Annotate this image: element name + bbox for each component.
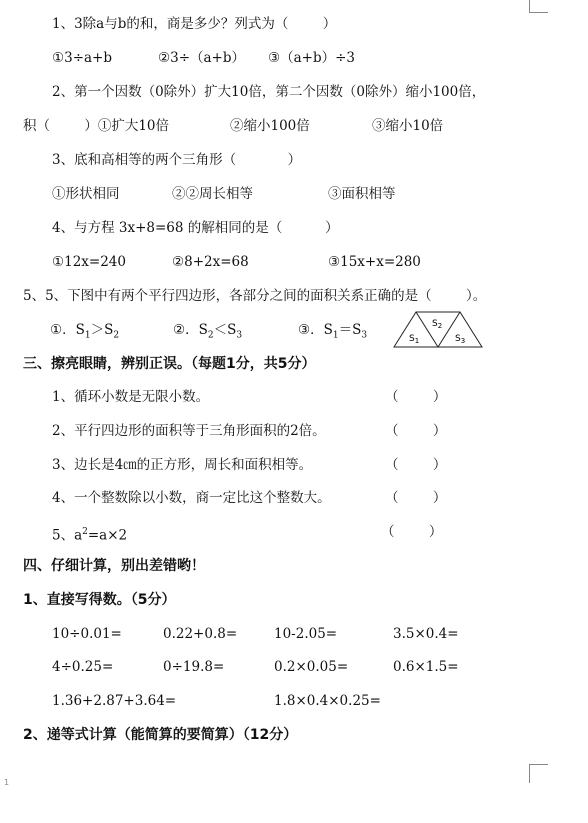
question-2: 2、第一个因数（0除外）扩大10倍，第二个因数（0除外）缩小100倍， [52,84,486,100]
tf-blank-1: （ ） [385,389,447,405]
calc-2-2: 0÷19.8= [163,659,225,675]
q5-option-1: ①．$S_1>S_2$ [50,322,120,341]
q4-option-1: ①12x=240 [52,254,126,270]
tf-item-3: 3、边长是4㎝的正方形，周长和面积相等。 [52,457,313,473]
calc-2-1: 4÷0.25= [52,659,114,675]
subsection-2-heading: 2、递等式计算（能简算的要简算）（12分） [23,727,298,743]
section-3-heading: 三、擦亮眼睛，辨别正误。（每题1分，共5分） [23,356,316,372]
tf-blank-4: （ ） [385,490,447,506]
q3-option-1: ①形状相同 [52,186,120,202]
corner-mark-bottom-right [529,764,548,783]
calc-3-1: 1.36+2.87+3.64= [52,693,177,709]
q5-option-2: ②．$S_2<S_3$ [173,322,243,341]
tf-item-2: 2、平行四边形的面积等于三角形面积的2倍。 [52,423,326,439]
tf-blank-3: （ ） [385,457,447,473]
question-4: 4、与方程 3x+8=68 的解相同的是（ ） [52,220,339,236]
figure-label-s1: $S_1$ [409,334,420,345]
calc-2-3: 0.2×0.05= [274,659,349,675]
corner-mark-top-right [529,0,548,13]
q4-option-2: ②8+2x=68 [172,254,249,270]
tf-blank-2: （ ） [385,423,447,439]
section-4-heading: 四、仔细计算，别出差错哟！ [23,558,205,574]
tf-item-4: 4、一个整数除以小数，商一定比这个整数大。 [52,490,331,506]
q2-continuation: 积（ ）①扩大10倍 [23,118,170,134]
q1-option-1: ①3÷a+b [52,50,113,66]
q1-option-2: ②3÷（a+b） [158,50,246,66]
q2-option-2: ②缩小100倍 [230,118,310,134]
q5-option-3: ③．$S_1=S_3$ [298,322,368,341]
calc-3-2: 1.8×0.4×0.25= [274,693,381,709]
q3-option-3: ③面积相等 [328,186,396,202]
page-number: 1 [4,778,10,787]
question-3: 3、底和高相等的两个三角形（ ） [52,152,302,168]
question-5: 5、5、下图中有两个平行四边形，各部分之间的面积关系正确的是（ ）。 [23,288,487,304]
q3-option-2: ②②周长相等 [172,186,253,202]
subsection-1-heading: 1、直接写得数。（5分） [23,592,176,608]
parallelogram-figure [392,310,484,350]
tf-item-1: 1、循环小数是无限小数。 [52,389,210,405]
tf-blank-5: （ ） [381,524,443,540]
figure-label-s3: $S_3$ [455,334,466,345]
calc-1-4: 3.5×0.4= [393,626,459,642]
question-1: 1、3除a与b的和，商是多少？列式为（ ） [52,16,337,32]
calc-1-3: 10-2.05= [274,626,338,642]
calc-2-4: 0.6×1.5= [393,659,459,675]
q4-option-3: ③15x+x=280 [328,254,421,270]
q1-option-3: ③（a+b）÷3 [268,50,356,66]
figure-label-s2: $S_2$ [432,319,443,330]
q2-option-3: ③缩小10倍 [372,118,444,134]
calc-1-2: 0.22+0.8= [163,626,238,642]
tf-item-5: 5、$a^2=a\times 2$ [52,527,128,544]
calc-1-1: 10÷0.01= [52,626,122,642]
